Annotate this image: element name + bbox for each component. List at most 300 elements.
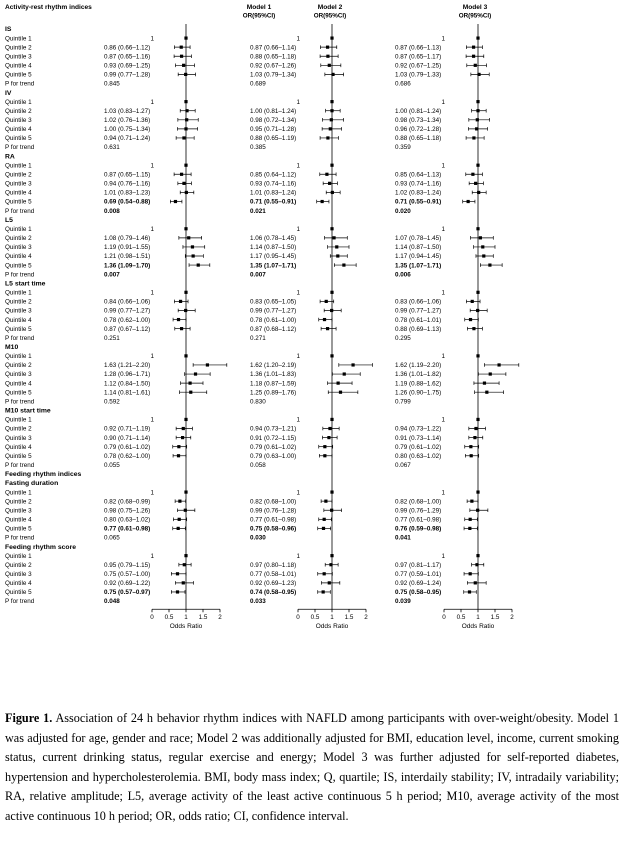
or-ci-value: 0.82 (0.68–1.00) <box>250 498 297 506</box>
or-ci-value: 0.78 (0.62–1.00) <box>104 452 151 460</box>
or-ci-value: 0.75 (0.57–0.97) <box>104 589 151 597</box>
quintile-label: Quintile 4 <box>5 189 32 197</box>
odds-ratio-point <box>471 300 474 303</box>
or-ci-value: 0.95 (0.79–1.15) <box>104 561 151 569</box>
x-tick-label-model-1: 0 <box>150 614 154 622</box>
odds-ratio-point <box>327 436 330 439</box>
table-header-title: Activity-rest rhythm indices <box>5 4 92 11</box>
odds-ratio-point <box>330 118 333 121</box>
quintile-label: Quintile 5 <box>5 389 32 397</box>
p-value: 0.007 <box>250 271 266 279</box>
odds-ratio-point <box>497 363 500 366</box>
or-ci-value: 0.83 (0.65–1.05) <box>250 298 297 306</box>
odds-ratio-point <box>472 327 475 330</box>
or-ci-value: 1 <box>441 289 445 297</box>
odds-ratio-point <box>479 236 482 239</box>
or-ci-value: 0.77 (0.58–1.01) <box>250 571 297 578</box>
odds-ratio-point <box>474 581 477 584</box>
or-ci-value: 0.88 (0.65–1.18) <box>395 135 442 143</box>
or-ci-value: 0.82 (0.68–0.99) <box>104 498 151 506</box>
p-value: 0.007 <box>104 271 120 279</box>
model-1-subtitle: OR(95%CI) <box>242 12 276 20</box>
odds-ratio-point <box>184 418 187 421</box>
odds-ratio-point <box>488 263 491 266</box>
quintile-label: Quintile 3 <box>5 434 32 442</box>
quintile-label: Quintile 4 <box>5 253 32 261</box>
or-ci-value: 1 <box>441 98 445 106</box>
odds-ratio-point <box>185 118 188 121</box>
odds-ratio-point <box>183 563 186 566</box>
odds-ratio-point <box>182 182 185 185</box>
quintile-label: Quintile 2 <box>5 498 32 506</box>
p-for-trend-label: P for trend <box>5 334 35 342</box>
or-ci-value: 1 <box>441 225 445 233</box>
p-value: 0.048 <box>104 598 120 606</box>
p-value: 0.065 <box>104 534 120 542</box>
or-ci-value: 0.75 (0.57–1.00) <box>104 571 151 578</box>
or-ci-value: 1.12 (0.84–1.50) <box>104 380 151 388</box>
or-ci-value: 1.02 (0.76–1.36) <box>104 117 151 124</box>
odds-ratio-point <box>184 36 187 39</box>
or-ci-value: 0.74 (0.58–0.95) <box>250 589 297 597</box>
odds-ratio-point <box>489 372 492 375</box>
quintile-label: Quintile 1 <box>5 353 32 361</box>
p-value: 0.039 <box>395 598 411 606</box>
or-ci-value: 0.98 (0.72–1.34) <box>250 117 297 124</box>
odds-ratio-point <box>470 454 473 457</box>
x-tick-label-model-2: 2 <box>364 614 368 622</box>
odds-ratio-point <box>179 300 182 303</box>
odds-ratio-point <box>331 191 334 194</box>
p-value: 0.271 <box>250 334 266 342</box>
or-ci-value: 1 <box>296 162 300 170</box>
quintile-label: Quintile 4 <box>5 443 32 451</box>
or-ci-value: 1.17 (0.95–1.45) <box>250 253 297 261</box>
odds-ratio-point <box>191 245 194 248</box>
or-ci-value: 1 <box>296 35 300 43</box>
or-ci-value: 0.99 (0.77–1.27) <box>250 307 297 315</box>
odds-ratio-point <box>180 173 183 176</box>
odds-ratio-point <box>181 436 184 439</box>
or-ci-value: 1.36 (1.01–1.82) <box>395 371 442 379</box>
p-value: 0.592 <box>104 398 120 406</box>
x-tick-label-model-1: 2 <box>218 614 222 622</box>
quintile-label: Quintile 1 <box>5 35 32 43</box>
p-value: 0.631 <box>104 144 120 152</box>
or-ci-value: 0.99 (0.77–1.28) <box>104 71 151 79</box>
or-ci-value: 1 <box>296 98 300 106</box>
or-ci-value: 1.35 (1.07–1.71) <box>250 262 297 270</box>
or-ci-value: 0.87 (0.65–1.17) <box>395 53 442 61</box>
or-ci-value: 0.71 (0.55–0.91) <box>250 198 297 206</box>
or-ci-value: 0.77 (0.59–1.01) <box>395 571 442 578</box>
odds-ratio-point <box>185 191 188 194</box>
odds-ratio-point <box>328 182 331 185</box>
x-axis-label-model-1: Odds Ratio <box>169 623 203 631</box>
model-3-subtitle: OR(95%CI) <box>458 12 492 20</box>
odds-ratio-point <box>326 136 329 139</box>
odds-ratio-point <box>476 554 479 557</box>
or-ci-value: 0.99 (0.76–1.28) <box>250 507 297 515</box>
odds-ratio-point <box>330 554 333 557</box>
x-tick-label-model-1: 1 <box>184 614 188 622</box>
odds-ratio-point <box>332 236 335 239</box>
quintile-label: Quintile 2 <box>5 44 32 52</box>
odds-ratio-point <box>473 436 476 439</box>
odds-ratio-point <box>326 46 329 49</box>
odds-ratio-point <box>339 391 342 394</box>
or-ci-value: 0.92 (0.69–1.24) <box>395 580 442 588</box>
odds-ratio-point <box>468 590 471 593</box>
odds-ratio-point <box>180 55 183 58</box>
quintile-label: Quintile 2 <box>5 425 32 433</box>
or-ci-value: 1.21 (0.98–1.51) <box>104 253 151 261</box>
quintile-label: Quintile 4 <box>5 126 32 134</box>
or-ci-value: 0.87 (0.68–1.12) <box>250 325 297 333</box>
odds-ratio-point <box>330 36 333 39</box>
odds-ratio-point <box>187 236 190 239</box>
or-ci-value: 1.00 (0.81–1.24) <box>395 107 442 115</box>
or-ci-value: 1 <box>441 353 445 361</box>
or-ci-value: 1 <box>296 416 300 424</box>
or-ci-value: 1.03 (0.79–1.33) <box>395 71 442 79</box>
model-3-title: Model 3 <box>462 4 488 11</box>
or-ci-value: 0.93 (0.74–1.16) <box>395 180 442 188</box>
x-tick-label-model-3: 0.5 <box>456 614 466 622</box>
odds-ratio-point <box>477 191 480 194</box>
or-ci-value: 0.99 (0.77–1.27) <box>104 307 151 315</box>
or-ci-value: 1.00 (0.75–1.34) <box>104 126 151 134</box>
quintile-label: Quintile 3 <box>5 371 32 379</box>
odds-ratio-point <box>330 509 333 512</box>
odds-ratio-point <box>185 109 188 112</box>
or-ci-value: 1.35 (1.07–1.71) <box>395 262 442 270</box>
odds-ratio-point <box>176 572 179 575</box>
or-ci-value: 0.93 (0.69–1.25) <box>104 62 151 70</box>
quintile-label: Quintile 1 <box>5 225 32 233</box>
or-ci-value: 1.14 (0.81–1.61) <box>104 389 151 397</box>
or-ci-value: 0.80 (0.63–1.02) <box>104 516 151 524</box>
odds-ratio-point <box>330 109 333 112</box>
p-value: 0.686 <box>395 80 411 88</box>
odds-ratio-point <box>476 100 479 103</box>
or-ci-value: 1 <box>150 162 154 170</box>
odds-ratio-point <box>189 391 192 394</box>
quintile-label: Quintile 5 <box>5 325 32 333</box>
odds-ratio-point <box>182 581 185 584</box>
section-header: L5 <box>5 216 13 224</box>
odds-ratio-point <box>481 245 484 248</box>
odds-ratio-point <box>324 500 327 503</box>
or-ci-value: 0.94 (0.73–1.21) <box>250 425 297 433</box>
odds-ratio-point <box>322 527 325 530</box>
p-value: 0.295 <box>395 334 411 342</box>
odds-ratio-point <box>471 173 474 176</box>
model-2-title: Model 2 <box>317 4 343 11</box>
p-for-trend-label: P for trend <box>5 534 35 542</box>
quintile-label: Quintile 2 <box>5 171 32 179</box>
or-ci-value: 0.69 (0.54–0.88) <box>104 198 151 206</box>
quintile-label: Quintile 2 <box>5 561 32 569</box>
p-value: 0.067 <box>395 462 411 470</box>
or-ci-value: 0.85 (0.64–1.12) <box>250 171 297 179</box>
or-ci-value: 1.62 (1.20–2.19) <box>250 362 297 370</box>
or-ci-value: 1 <box>441 552 445 560</box>
or-ci-value: 0.79 (0.63–1.00) <box>250 452 297 460</box>
odds-ratio-point <box>206 363 209 366</box>
or-ci-value: 1 <box>150 225 154 233</box>
quintile-label: Quintile 1 <box>5 98 32 106</box>
or-ci-value: 0.91 (0.72–1.15) <box>250 434 297 442</box>
or-ci-value: 0.90 (0.71–1.14) <box>104 434 151 442</box>
quintile-label: Quintile 1 <box>5 162 32 170</box>
or-ci-value: 1.36 (1.01–1.83) <box>250 371 297 379</box>
odds-ratio-point <box>323 572 326 575</box>
odds-ratio-point <box>476 36 479 39</box>
odds-ratio-point <box>476 509 479 512</box>
odds-ratio-point <box>182 427 185 430</box>
odds-ratio-point <box>326 55 329 58</box>
or-ci-value: 0.99 (0.76–1.29) <box>395 507 442 515</box>
figure-caption-label: Figure 1. <box>5 711 53 725</box>
p-value: 0.689 <box>250 80 266 88</box>
odds-ratio-point <box>184 354 187 357</box>
odds-ratio-point <box>328 581 331 584</box>
p-value: 0.251 <box>104 334 120 342</box>
odds-ratio-point <box>331 73 334 76</box>
section-header: Fasting duration <box>5 480 59 488</box>
x-tick-label-model-3: 2 <box>510 614 514 622</box>
odds-ratio-point <box>476 309 479 312</box>
odds-ratio-point <box>476 291 479 294</box>
odds-ratio-point <box>184 164 187 167</box>
p-value: 0.058 <box>250 462 266 470</box>
or-ci-value: 0.92 (0.69–1.23) <box>250 580 297 588</box>
odds-ratio-point <box>184 73 187 76</box>
odds-ratio-point <box>197 263 200 266</box>
odds-ratio-point <box>184 227 187 230</box>
odds-ratio-point <box>178 518 181 521</box>
p-value: 0.041 <box>395 534 411 542</box>
odds-ratio-point <box>474 182 477 185</box>
odds-ratio-point <box>323 454 326 457</box>
odds-ratio-point <box>485 391 488 394</box>
or-ci-value: 1 <box>441 416 445 424</box>
quintile-label: Quintile 3 <box>5 507 32 515</box>
figure-caption-text: Association of 24 h behavior rhythm indices with NAFLD among participants with over-weight/obesity. Model 1 was adjusted for age, gender and race; Model 2 was additionally adjusted for BMI, education level, income, current smoking status, current drinking status, regular exercise and energy; Model 3 was further adjusted for self-reported diabetes, hypertension and hypercholesterolemia. BMI, body mass index; Q, quartile; IS, interdaily stability; IV, intradaily variability; RA, relative amplitude; L5, average activity of the least active continuous 5 h period; M10, average activity of the most active continuous 10 h period; OR, odds ratio; CI, confidence interval. <box>5 711 619 823</box>
or-ci-value: 0.91 (0.73–1.14) <box>395 434 442 442</box>
odds-ratio-point <box>184 554 187 557</box>
or-ci-value: 0.78 (0.61–1.00) <box>250 316 297 324</box>
or-ci-value: 0.77 (0.61–0.98) <box>250 516 297 524</box>
p-for-trend-label: P for trend <box>5 398 35 406</box>
p-for-trend-label: P for trend <box>5 462 35 470</box>
or-ci-value: 0.87 (0.67–1.12) <box>104 325 151 333</box>
odds-ratio-point <box>180 327 183 330</box>
odds-ratio-point <box>323 318 326 321</box>
or-ci-value: 1 <box>296 489 300 497</box>
p-value: 0.845 <box>104 80 120 88</box>
or-ci-value: 0.88 (0.65–1.19) <box>250 135 297 143</box>
or-ci-value: 0.79 (0.61–1.02) <box>395 443 442 451</box>
odds-ratio-point <box>330 418 333 421</box>
or-ci-value: 1.17 (0.94–1.45) <box>395 253 442 261</box>
odds-ratio-point <box>483 382 486 385</box>
or-ci-value: 1.14 (0.87–1.50) <box>395 244 442 252</box>
quintile-label: Quintile 2 <box>5 235 32 243</box>
odds-ratio-point <box>182 64 185 67</box>
section-header: Feeding rhythm score <box>5 543 77 551</box>
quintile-label: Quintile 5 <box>5 198 32 206</box>
odds-ratio-point <box>476 109 479 112</box>
p-value: 0.055 <box>104 462 120 470</box>
x-axis-label-model-3: Odds Ratio <box>461 623 495 631</box>
odds-ratio-point <box>184 490 187 493</box>
or-ci-value: 1.19 (0.91–1.55) <box>104 244 151 252</box>
odds-ratio-point <box>322 590 325 593</box>
odds-ratio-point <box>329 563 332 566</box>
or-ci-value: 0.92 (0.69–1.22) <box>104 580 151 588</box>
odds-ratio-point <box>351 363 354 366</box>
quintile-label: Quintile 3 <box>5 571 32 578</box>
p-value: 0.799 <box>395 398 411 406</box>
odds-ratio-point <box>474 427 477 430</box>
p-value: 0.359 <box>395 144 411 152</box>
or-ci-value: 0.79 (0.61–1.02) <box>104 443 151 451</box>
odds-ratio-point <box>194 372 197 375</box>
odds-ratio-point <box>469 518 472 521</box>
or-ci-value: 1 <box>296 289 300 297</box>
or-ci-value: 0.87 (0.65–1.16) <box>104 53 151 61</box>
odds-ratio-point <box>469 445 472 448</box>
or-ci-value: 1.03 (0.83–1.27) <box>104 107 151 115</box>
p-value: 0.830 <box>250 398 266 406</box>
x-tick-label-model-3: 1.5 <box>490 614 500 622</box>
odds-ratio-point <box>325 173 328 176</box>
p-value: 0.385 <box>250 144 266 152</box>
section-header: M10 <box>5 344 19 351</box>
odds-ratio-point <box>328 427 331 430</box>
or-ci-value: 0.76 (0.59–0.98) <box>395 525 442 533</box>
p-for-trend-label: P for trend <box>5 271 35 279</box>
odds-ratio-point <box>475 127 478 130</box>
or-ci-value: 0.98 (0.75–1.26) <box>104 507 151 515</box>
odds-ratio-point <box>188 382 191 385</box>
quintile-label: Quintile 4 <box>5 580 32 588</box>
x-tick-label-model-2: 0 <box>296 614 300 622</box>
odds-ratio-point <box>174 200 177 203</box>
odds-ratio-point <box>176 590 179 593</box>
p-for-trend-label: P for trend <box>5 598 35 606</box>
or-ci-value: 0.98 (0.73–1.34) <box>395 117 442 124</box>
or-ci-value: 1 <box>441 35 445 43</box>
or-ci-value: 1.02 (0.83–1.24) <box>395 189 442 197</box>
odds-ratio-point <box>469 572 472 575</box>
or-ci-value: 1.62 (1.19–2.20) <box>395 362 442 370</box>
or-ci-value: 1.01 (0.83–1.24) <box>250 189 297 197</box>
or-ci-value: 0.93 (0.74–1.16) <box>250 180 297 188</box>
or-ci-value: 0.92 (0.67–1.26) <box>250 62 297 70</box>
or-ci-value: 0.96 (0.72–1.28) <box>395 126 442 134</box>
odds-ratio-point <box>467 200 470 203</box>
p-value: 0.033 <box>250 598 266 606</box>
or-ci-value: 0.87 (0.66–1.14) <box>250 44 297 52</box>
p-for-trend-label: P for trend <box>5 207 35 215</box>
or-ci-value: 1 <box>150 353 154 361</box>
p-for-trend-label: P for trend <box>5 144 35 152</box>
or-ci-value: 0.92 (0.71–1.19) <box>104 425 151 433</box>
quintile-label: Quintile 3 <box>5 53 32 61</box>
odds-ratio-point <box>474 64 477 67</box>
or-ci-value: 1.25 (0.89–1.76) <box>250 389 297 397</box>
odds-ratio-point <box>177 527 180 530</box>
or-ci-value: 1.08 (0.79–1.46) <box>104 235 151 243</box>
quintile-label: Quintile 4 <box>5 316 32 324</box>
quintile-label: Quintile 1 <box>5 289 32 297</box>
or-ci-value: 0.83 (0.66–1.06) <box>395 298 442 306</box>
odds-ratio-point <box>184 291 187 294</box>
or-ci-value: 0.78 (0.62–1.00) <box>104 316 151 324</box>
odds-ratio-point <box>343 372 346 375</box>
or-ci-value: 1 <box>150 289 154 297</box>
odds-ratio-point <box>330 227 333 230</box>
section-header: IS <box>5 26 12 34</box>
section-header: L5 start time <box>5 280 46 288</box>
p-for-trend-label: P for trend <box>5 80 35 88</box>
or-ci-value: 1 <box>150 552 154 560</box>
odds-ratio-point <box>182 136 185 139</box>
quintile-label: Quintile 4 <box>5 516 32 524</box>
odds-ratio-point <box>184 309 187 312</box>
figure-caption <box>5 709 619 827</box>
or-ci-value: 0.99 (0.77–1.27) <box>395 307 442 315</box>
or-ci-value: 0.71 (0.55–0.91) <box>395 198 442 206</box>
odds-ratio-point <box>342 263 345 266</box>
odds-ratio-point <box>184 100 187 103</box>
odds-ratio-point <box>468 527 471 530</box>
quintile-label: Quintile 3 <box>5 244 32 252</box>
odds-ratio-point <box>476 227 479 230</box>
section-header: Feeding rhythm indices <box>5 471 82 479</box>
odds-ratio-point <box>476 164 479 167</box>
or-ci-value: 1.19 (0.88–1.62) <box>395 380 442 388</box>
quintile-label: Quintile 2 <box>5 107 32 115</box>
or-ci-value: 0.78 (0.61–1.01) <box>395 316 442 324</box>
quintile-label: Quintile 1 <box>5 552 32 560</box>
odds-ratio-point <box>177 445 180 448</box>
quintile-label: Quintile 1 <box>5 489 32 497</box>
odds-ratio-point <box>177 454 180 457</box>
odds-ratio-point <box>476 490 479 493</box>
or-ci-value: 1 <box>150 416 154 424</box>
quintile-label: Quintile 3 <box>5 117 32 124</box>
quintile-label: Quintile 5 <box>5 135 32 143</box>
p-value: 0.021 <box>250 207 266 215</box>
odds-ratio-point <box>326 327 329 330</box>
odds-ratio-point <box>477 73 480 76</box>
or-ci-value: 0.88 (0.69–1.13) <box>395 325 442 333</box>
odds-ratio-point <box>330 354 333 357</box>
quintile-label: Quintile 5 <box>5 71 32 79</box>
odds-ratio-point <box>472 46 475 49</box>
p-value: 0.020 <box>395 207 411 215</box>
odds-ratio-point <box>336 254 339 257</box>
quintile-label: Quintile 5 <box>5 525 32 533</box>
or-ci-value: 1 <box>296 552 300 560</box>
x-tick-label-model-2: 1.5 <box>344 614 354 622</box>
or-ci-value: 1.06 (0.78–1.45) <box>250 235 297 243</box>
quintile-label: Quintile 4 <box>5 62 32 70</box>
